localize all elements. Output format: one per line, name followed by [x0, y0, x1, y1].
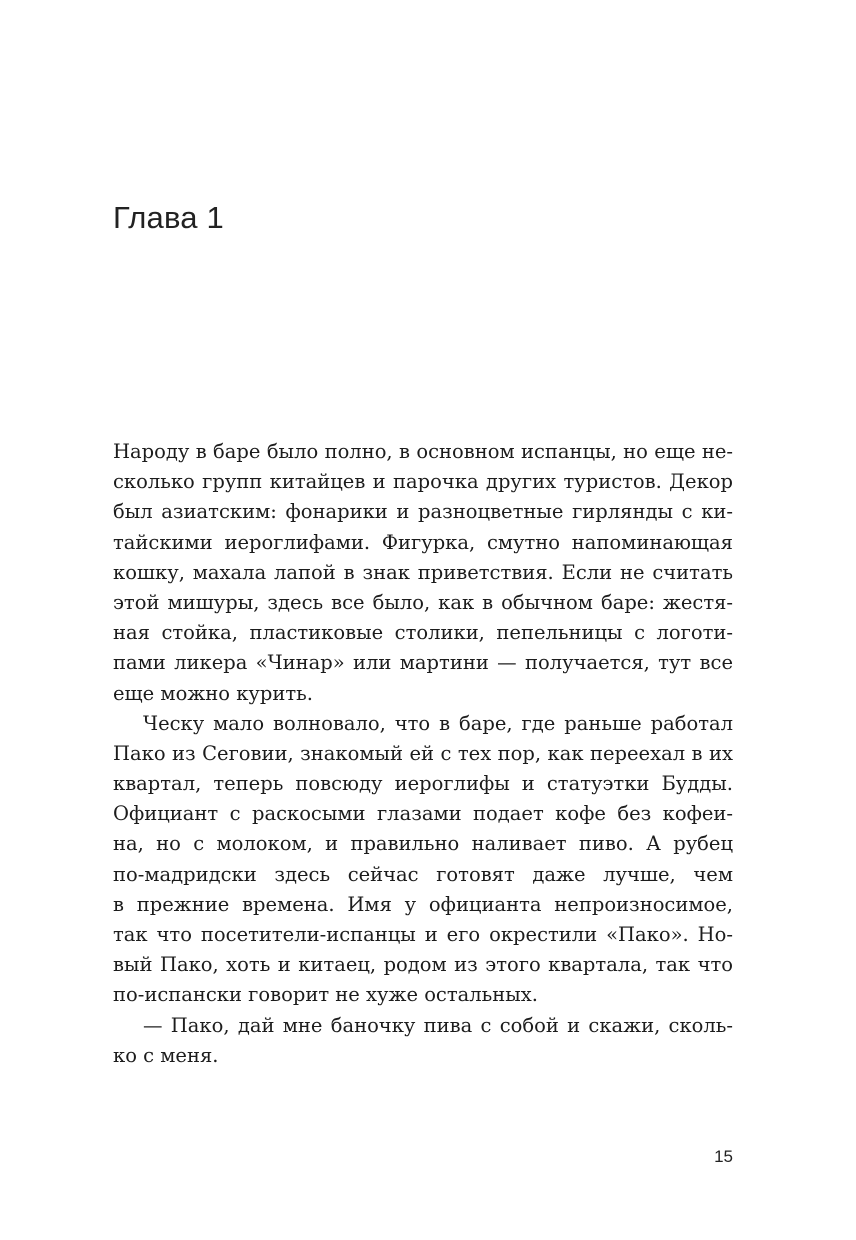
text-line: тайскими иероглифами. Фигурка, смутно напоминающая — [113, 530, 733, 554]
text-line: Пако из Сеговии, знакомый ей с тех пор, как переехал в их — [113, 741, 733, 765]
text-line: в прежние времена. Имя у официанта непроизносимое, — [113, 892, 733, 916]
text-line: — Пако, дай мне баночку пива с собой и скажи, сколь- — [143, 1013, 733, 1037]
text-line: вый Пако, хоть и китаец, родом из этого квартала, так что — [113, 953, 733, 977]
text-line: этой мишуры, здесь все было, как в обычном баре: жестя- — [113, 590, 733, 614]
text-line: на, но с молоком, и правильно наливает пиво. А рубец — [113, 832, 733, 856]
text-line: ко с меня. — [113, 1043, 219, 1067]
text-line: так что посетители-испанцы и его окрестили «Пако». Но- — [113, 923, 733, 946]
page-number: 15 — [714, 1147, 733, 1166]
chapter-title: Глава 1 — [113, 200, 224, 235]
text-line: Официант с раскосыми глазами подает кофе без кофеи- — [113, 802, 733, 826]
text-line: был азиатским: фонарики и разноцветные гирлянды с ки- — [113, 500, 733, 524]
chapter-body — [113, 437, 733, 1071]
text-line: квартал, теперь повсюду иероглифы и статуэтки Будды. — [113, 772, 733, 796]
text-line: Ческу мало волновало, что в баре, где раньше работал — [143, 711, 733, 735]
text-line: кошку, махала лапой в знак приветствия. Если не считать — [113, 560, 733, 584]
text-line: Народу в баре было полно, в основном испанцы, но еще не- — [113, 440, 733, 463]
text-line: сколько групп китайцев и парочка других туристов. Декор — [113, 470, 733, 494]
text-line: пами ликера «Чинар» или мартини — получается, тут все — [113, 651, 733, 675]
text-line: по-мадридски здесь сейчас готовят даже лучше, чем — [113, 862, 733, 886]
text-line: по-испански говорит не хуже остальных. — [113, 983, 538, 1007]
text-line: ная стойка, пластиковые столики, пепельницы с логоти- — [113, 621, 733, 645]
text-line: еще можно курить. — [113, 681, 313, 705]
